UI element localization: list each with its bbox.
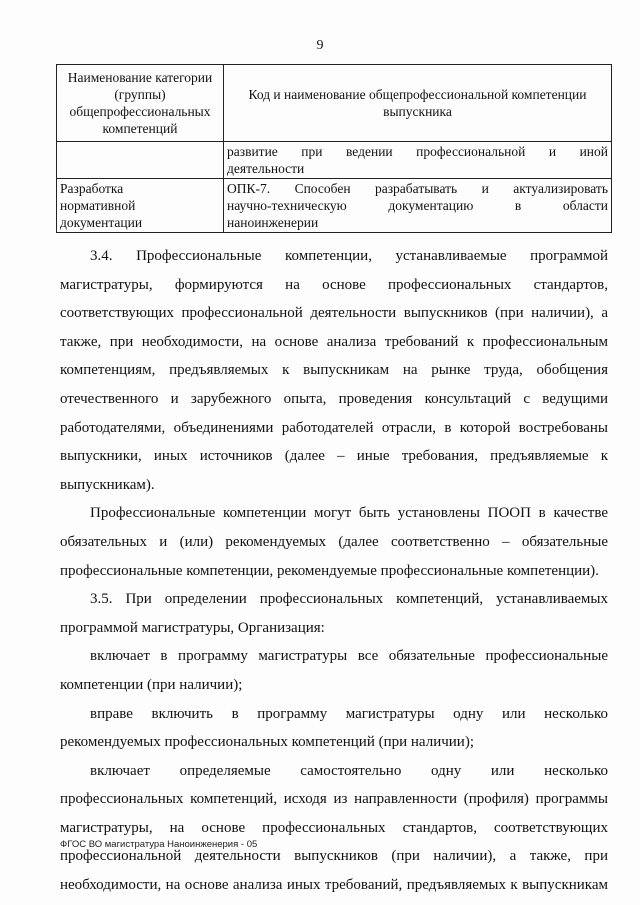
text-line: выпускникам). <box>60 476 155 493</box>
page-number: 9 <box>316 38 324 53</box>
paragraph-3-4 <box>60 242 608 499</box>
text-line: рекомендуемых профессиональных компетенций (при наличии); <box>60 734 474 751</box>
table-row <box>57 179 612 233</box>
footer-note: ФГОС ВО магистратура Наноинженерия - 05 <box>60 839 258 850</box>
text-line: включает в программу магистратуры все обязательные профессиональные <box>90 648 608 665</box>
text-line: вправе включить в программу магистратуры одну или несколько <box>90 705 608 722</box>
table-cell <box>224 142 612 179</box>
table-row <box>57 142 612 179</box>
text-line: 3.5. При определении профессиональных компетенций, устанавливаемых <box>90 591 608 608</box>
text-line: соответствующих профессиональной деятельности выпускников (при наличии), а <box>60 305 608 322</box>
text-line: магистратуры, формируются на основе профессиональных стандартов, <box>60 276 608 293</box>
cell-line: научно-техническую документацию в области <box>227 198 608 213</box>
cell-line: наноинженерии <box>227 215 319 230</box>
text-line: необходимости, на основе анализа иных требований, предъявляемых к выпускникам <box>60 877 608 894</box>
text-line: Профессиональные компетенции могут быть установлены ПООП в качестве <box>90 505 608 522</box>
document-body <box>60 242 608 900</box>
competencies-table <box>56 64 612 233</box>
header-category: Наименование категории (группы) общепрофессиональных компетенций <box>57 65 224 142</box>
cell-line: деятельности <box>227 161 305 176</box>
text-line: профессиональной деятельности выпускников (при наличии), а также, при <box>60 848 608 865</box>
table-cell <box>224 179 612 233</box>
text-line: отечественного и зарубежного опыта, проведения консультаций с ведущими <box>60 390 608 407</box>
text-line: программой магистратуры, Организация: <box>60 619 325 636</box>
cell-line: нормативной <box>60 198 136 213</box>
text-line: компетенции (при наличии); <box>60 676 243 693</box>
header-competence: Код и наименование общепрофессиональной компетенции выпускника <box>224 65 612 142</box>
text-line: включает определяемые самостоятельно одну или несколько <box>90 762 608 779</box>
text-line: работодателями, объединениями работодателей отрасли, в которой востребованы <box>60 419 608 436</box>
text-line: также, при необходимости, на основе анализа требований к профессиональным <box>60 333 608 350</box>
text-line: 3.4. Профессиональные компетенции, устанавливаемые программой <box>90 248 608 264</box>
paragraph-may-include <box>60 700 608 757</box>
table-header-row <box>57 65 612 142</box>
text-line: компетенциям, предъявляемых к выпускникам на рынке труда, обобщения <box>60 362 608 379</box>
text-line: обязательных и (или) рекомендуемых (далее соответственно – обязательные <box>60 533 608 550</box>
cell-line: документации <box>60 215 143 230</box>
table-cell <box>57 179 224 233</box>
text-line: профессиональных компетенций, исходя из направленности (профиля) программы <box>60 791 608 808</box>
paragraph-3-5 <box>60 585 608 642</box>
text-line: выпускники, иных источников (далее – иные требования, предъявляемые к <box>60 448 608 465</box>
paragraph-pk-pool <box>60 499 608 585</box>
cell-line: Разработка <box>60 181 124 196</box>
text-line: профессиональные компетенции, рекомендуемые профессиональные компетенции). <box>60 562 599 579</box>
cell-line: развитие при ведении профессиональной и иной <box>227 144 608 159</box>
table-cell-empty <box>57 142 224 179</box>
paragraph-includes-mandatory <box>60 642 608 699</box>
text-line: магистратуры, на основе профессиональных стандартов, соответствующих <box>60 819 608 836</box>
paragraph-includes-own <box>60 757 608 900</box>
cell-line: ОПК-7. Способен разрабатывать и актуализировать <box>227 181 608 196</box>
